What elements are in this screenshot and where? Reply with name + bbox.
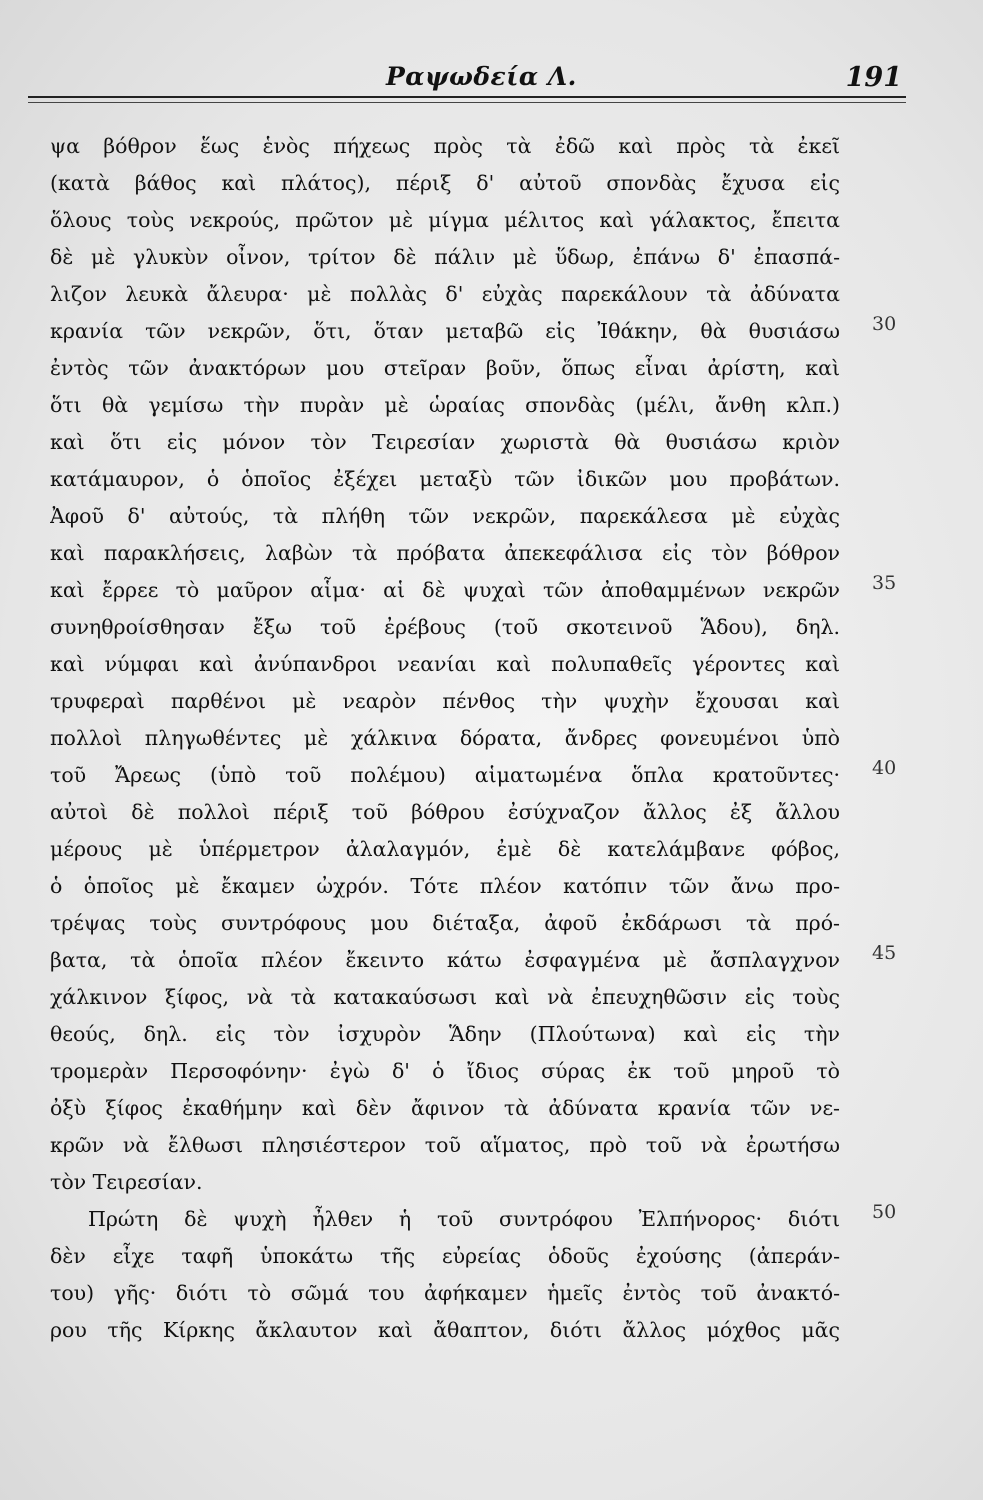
text-line: ὅτι θὰ γεμίσω τὴν πυρὰν μὲ ὡραίας σπονδὰς (μέλι, ἄνθη κλπ.) [50, 393, 840, 417]
verse-number: 45 [872, 942, 897, 964]
header-rule-thin [28, 102, 906, 103]
header-rule [28, 96, 906, 98]
text-line: τὸν Τειρεσίαν. [50, 1170, 203, 1194]
text-line: ρου τῆς Κίρκης ἄκλαυτον καὶ ἄθαπτον, διότι ἄλλος μόχθος μᾶς [50, 1318, 840, 1342]
text-line: τοῦ Ἄρεως (ὑπὸ τοῦ πολέμου) αἱματωμένα ὅπλα κρατοῦντες· [50, 763, 840, 787]
text-line: τρυφεραὶ παρθένοι μὲ νεαρὸν πένθος τὴν ψυχὴν ἔχουσαι καὶ [50, 689, 840, 713]
text-line: βατα, τὰ ὁποῖα πλέον ἔκειντο κάτω ἐσφαγμένα μὲ ἄσπλαγχνον [50, 948, 840, 972]
text-line: θεούς, δηλ. εἰς τὸν ἰσχυρὸν Ἅδην (Πλούτωνα) καὶ εἰς τὴν [50, 1022, 840, 1046]
chapter-title: Ραψωδεία Λ. [386, 62, 577, 91]
text-line: ψα βόθρον ἕως ἑνὸς πήχεως πρὸς τὰ ἐδῶ καὶ πρὸς τὰ ἐκεῖ [50, 134, 840, 158]
text-line: καὶ νύμφαι καὶ ἀνύπανδροι νεανίαι καὶ πολυπαθεῖς γέροντες καὶ [50, 652, 840, 676]
text-line: δὲ μὲ γλυκὺν οἶνον, τρίτον δὲ πάλιν μὲ ὕδωρ, ἐπάνω δ' ἐπασπά- [50, 245, 840, 269]
text-line: κρῶν νὰ ἔλθωσι πλησιέστερον τοῦ αἵματος, πρὸ τοῦ νὰ ἐρωτήσω [50, 1133, 840, 1157]
text-line: κατάμαυρον, ὁ ὁποῖος ἐξέχει μεταξὺ τῶν ἰδικῶν μου προβάτων. [50, 467, 840, 491]
text-line: κρανία τῶν νεκρῶν, ὅτι, ὅταν μεταβῶ εἰς Ἰθάκην, θὰ θυσιάσω [50, 319, 840, 343]
text-line: ὀξὺ ξίφος ἐκαθήμην καὶ δὲν ἄφινον τὰ ἀδύνατα κρανία τῶν νε- [50, 1096, 840, 1120]
text-line: λιζον λευκὰ ἄλευρα· μὲ πολλὰς δ' εὐχὰς παρεκάλουν τὰ ἀδύνατα [50, 282, 840, 306]
text-line: ἐντὸς τῶν ἀνακτόρων μου στεῖραν βοῦν, ὅπως εἶναι ἀρίστη, καὶ [50, 356, 840, 380]
text-line: τρέψας τοὺς συντρόφους μου διέταξα, ἀφοῦ ἐκδάρωσι τὰ πρό- [50, 911, 840, 935]
text-line: καὶ ἔρρεε τὸ μαῦρον αἷμα· αἱ δὲ ψυχαὶ τῶν ἀποθαμμένων νεκρῶν [50, 578, 840, 602]
text-line: (κατὰ βάθος καὶ πλάτος), πέριξ δ' αὐτοῦ σπονδὰς ἔχυσα εἰς [50, 171, 840, 195]
text-line: καὶ παρακλήσεις, λαβὼν τὰ πρόβατα ἀπεκεφάλισα εἰς τὸν βόθρον [50, 541, 840, 565]
running-header [28, 62, 906, 102]
text-line: ὅλους τοὺς νεκρούς, πρῶτον μὲ μίγμα μέλιτος καὶ γάλακτος, ἔπειτα [50, 208, 840, 232]
text-line: δὲν εἶχε ταφῆ ὑποκάτω τῆς εὐρείας ὁδοῦς ἐχούσης (ἀπεράν- [50, 1244, 840, 1268]
text-line: συνηθροίσθησαν ἔξω τοῦ ἐρέβους (τοῦ σκοτεινοῦ Ἅδου), δηλ. [50, 615, 840, 639]
text-line: του) γῆς· διότι τὸ σῶμά του ἀφήκαμεν ἡμεῖς ἐντὸς τοῦ ἀνακτό- [50, 1281, 840, 1305]
text-line: πολλοὶ πληγωθέντες μὲ χάλκινα δόρατα, ἄνδρες φονευμένοι ὑπὸ [50, 726, 840, 750]
text-line: Ἀφοῦ δ' αὐτούς, τὰ πλήθη τῶν νεκρῶν, παρεκάλεσα μὲ εὐχὰς [50, 504, 840, 528]
verse-number: 30 [872, 313, 897, 335]
verse-number: 35 [872, 572, 897, 594]
page-number: 191 [845, 62, 902, 93]
body-text [50, 128, 840, 1349]
text-line: τρομερὰν Περσοφόνην· ἐγὼ δ' ὁ ἴδιος σύρας ἐκ τοῦ μηροῦ τὸ [50, 1059, 840, 1083]
paragraph-start-line: Πρώτη δὲ ψυχὴ ἦλθεν ἡ τοῦ συντρόφου Ἐλπήνορος· διότι [88, 1207, 840, 1231]
verse-number: 50 [872, 1201, 897, 1223]
text-line: μέρους μὲ ὑπέρμετρον ἀλαλαγμόν, ἐμὲ δὲ κατελάμβανε φόβος, [50, 837, 840, 861]
text-line: καὶ ὅτι εἰς μόνον τὸν Τειρεσίαν χωριστὰ θὰ θυσιάσω κριὸν [50, 430, 840, 454]
text-line: χάλκινον ξίφος, νὰ τὰ κατακαύσωσι καὶ νὰ ἐπευχηθῶσιν εἰς τοὺς [50, 985, 840, 1009]
text-line: αὐτοὶ δὲ πολλοὶ πέριξ τοῦ βόθρου ἐσύχναζον ἄλλος ἐξ ἄλλου [50, 800, 840, 824]
verse-number: 40 [872, 757, 897, 779]
text-line: ὁ ὁποῖος μὲ ἔκαμεν ὠχρόν. Τότε πλέον κατόπιν τῶν ἄνω προ- [50, 874, 840, 898]
